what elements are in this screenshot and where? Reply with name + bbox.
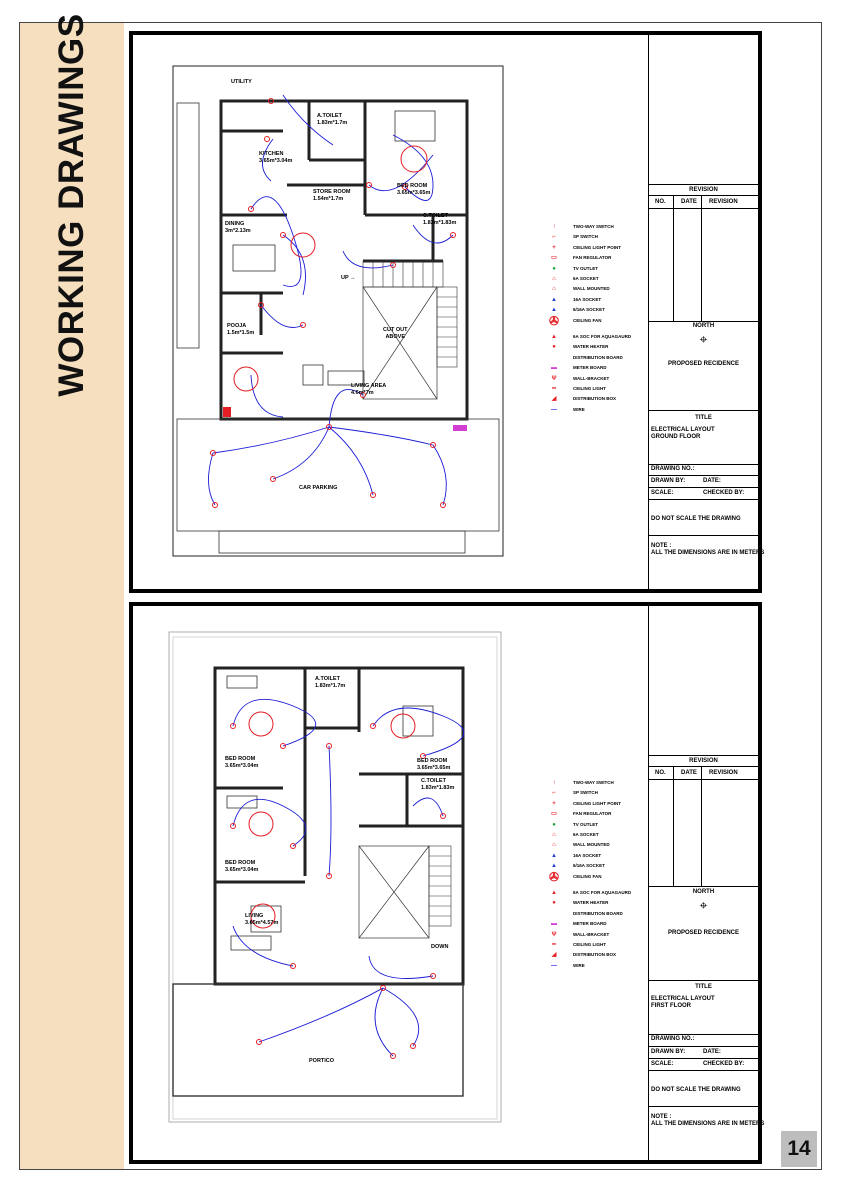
legend-label: WIRE <box>573 406 585 412</box>
ground-floor-sheet <box>129 31 765 593</box>
legend <box>539 779 639 979</box>
cut-out-label: CUT OUT ABOVE <box>383 327 408 340</box>
legend-row <box>539 364 639 374</box>
legend-row <box>539 254 639 264</box>
legend-row <box>539 962 639 972</box>
legend-row <box>539 869 639 884</box>
legend-label: TWO-WAY SWITCH <box>573 224 614 229</box>
meter-board-icon <box>453 425 467 431</box>
legend-label: 16A SOCKET <box>573 296 602 302</box>
stair-down-label: DOWN <box>431 944 449 950</box>
legend-row <box>539 385 639 395</box>
ceiling-fan-icon: ✇ <box>548 313 560 328</box>
wall-mounted-icon: ⌂ <box>552 842 556 849</box>
legend-row <box>539 821 639 831</box>
legend-label: CEILING LIGHT POINT <box>573 800 621 806</box>
drawing-title-line1: ELECTRICAL LAYOUT <box>651 427 715 433</box>
legend-label: DISTRIBUTION BOX <box>573 396 617 402</box>
wall-bracket-icon: Ψ <box>551 931 557 938</box>
meter-board-icon: ▬ <box>551 921 557 928</box>
6-16a-socket-icon: ▲ <box>551 863 557 870</box>
legend <box>539 223 639 423</box>
wire-icon: — <box>551 406 557 413</box>
distribution-box-icon: ◢ <box>551 396 557 403</box>
legend-row <box>539 920 639 930</box>
portico-area <box>173 984 463 1096</box>
page-number: 14 <box>781 1131 817 1167</box>
meter-board-icon: ▬ <box>551 365 557 372</box>
legend-label: CEILING LIGHT <box>573 942 606 947</box>
ceiling-light-point-icon: + <box>552 244 556 251</box>
car-parking-area <box>177 419 499 531</box>
legend-row <box>539 910 639 920</box>
legend-label: FAN REGULATOR <box>573 811 612 817</box>
legend-label: WATER HEATER <box>573 344 609 350</box>
room-c-toilet: C.TOILET 1.83m*1.83m <box>421 778 455 791</box>
col-no: NO. <box>655 770 666 776</box>
legend-label: 6/16A SOCKET <box>573 863 605 869</box>
legend-row <box>539 395 639 405</box>
legend-row <box>539 296 639 306</box>
note-heading: NOTE : <box>651 543 672 549</box>
legend-row <box>539 275 639 285</box>
legend-label: WIRE <box>573 962 585 968</box>
electrical-fixtures <box>231 712 449 1059</box>
legend-label: 6A SOCKET <box>573 276 599 281</box>
col-revision: REVISION <box>709 770 738 776</box>
ceiling-light-icon: ━ <box>552 942 556 948</box>
col-date: DATE <box>681 199 697 205</box>
legend-label: CEILING LIGHT POINT <box>573 244 621 250</box>
drawing-title-line2: GROUND FLOOR <box>651 434 701 440</box>
legend-label: FAN REGULATOR <box>573 255 612 261</box>
landscape-strip <box>177 103 199 348</box>
legend-label: TV OUTLET <box>573 265 598 271</box>
legend-row <box>539 343 639 353</box>
legend-row <box>539 223 639 233</box>
scale: SCALE: <box>651 490 674 496</box>
aquaguard-socket-icon: ▲ <box>551 334 557 340</box>
ceiling-fan-icon: ✇ <box>548 869 560 884</box>
project-name: PROPOSED RECIDENCE <box>667 930 739 936</box>
room-pooja: POOJA 1.5m*1.5m <box>227 323 255 336</box>
note-text: ALL THE DIMENSIONS ARE IN METERS <box>651 550 765 556</box>
legend-label: CEILING FAN <box>573 317 602 323</box>
legend-label: SP SWITCH <box>573 234 598 240</box>
ceiling-light-point-icon: + <box>552 800 556 807</box>
front-garden-strip <box>219 531 465 553</box>
checked-by: CHECKED BY: <box>703 1061 745 1067</box>
revision-heading: REVISION <box>689 758 718 764</box>
do-not-scale-note: DO NOT SCALE THE DRAWING <box>651 1087 741 1093</box>
ceiling-light-icon: ━ <box>552 386 556 392</box>
legend-row <box>539 285 639 295</box>
16a-socket-icon: ▲ <box>551 296 557 303</box>
room-c-toilet: C.TOILET 1.83m*1.83m <box>423 213 457 226</box>
legend-label: WALL-BRACKET <box>573 375 610 381</box>
room-store: STORE ROOM 1.54m*1.7m <box>313 189 351 202</box>
tv-outlet-icon: ● <box>552 265 556 272</box>
distribution-box-icon: ◢ <box>551 952 557 959</box>
legend-row <box>539 810 639 820</box>
two-way-switch-icon: ↑ <box>552 780 556 786</box>
legend-row <box>539 931 639 941</box>
legend-label: SP SWITCH <box>573 790 598 796</box>
fan-regulator-icon: ▭ <box>551 811 557 818</box>
room-kitchen: KITCHEN 3.65m*3.04m <box>259 151 293 164</box>
legend-row <box>539 789 639 799</box>
legend-row <box>539 899 639 909</box>
date: DATE: <box>703 478 721 484</box>
north-arrow-icon: ⌖ <box>699 331 708 347</box>
legend-label: 6A SOC FOR AQUAGAURD <box>573 890 632 895</box>
checked-by: CHECKED BY: <box>703 490 745 496</box>
6-16a-socket-icon: ▲ <box>551 307 557 314</box>
room-bedroom: BED ROOM 3.65m*3.65m <box>397 183 431 196</box>
legend-row <box>539 941 639 951</box>
legend-label: WALL MOUNTED <box>573 842 610 848</box>
room-utility: UTILITY <box>231 79 252 85</box>
legend-label: CEILING LIGHT <box>573 386 606 391</box>
room-portico: PORTICO <box>309 1058 335 1064</box>
north-label: NORTH <box>692 889 715 895</box>
legend-row <box>539 313 639 328</box>
north-arrow-icon: ⌖ <box>699 897 708 913</box>
stair-void <box>359 846 429 938</box>
title-block <box>648 606 765 1160</box>
furniture <box>227 676 433 950</box>
legend-row <box>539 354 639 364</box>
title-heading: TITLE <box>695 415 712 421</box>
room-dining: DINING 3m*2.13m <box>225 221 251 234</box>
legend-label: DISTRIBUTION BOX <box>573 952 617 958</box>
tv-outlet-icon: ● <box>552 821 556 828</box>
6a-socket-icon: ⌂ <box>552 276 556 282</box>
legend-row <box>539 841 639 851</box>
room-bedroom-2: BED ROOM 3.65m*3.65m <box>417 758 451 771</box>
drawing-title-line1: ELECTRICAL LAYOUT <box>651 996 715 1002</box>
legend-label: 16A SOCKET <box>573 852 602 858</box>
note-text: ALL THE DIMENSIONS ARE IN METERS <box>651 1121 765 1127</box>
wiring <box>208 95 453 505</box>
plot-boundary <box>173 637 497 1119</box>
side-title: WORKING DRAWINGS <box>52 13 91 397</box>
stair-up-label: UP → <box>341 275 356 281</box>
16a-socket-icon: ▲ <box>551 852 557 859</box>
north-label: NORTH <box>692 323 715 329</box>
wall-bracket-icon: Ψ <box>551 375 557 382</box>
legend-label: CEILING FAN <box>573 873 602 879</box>
drawing-no: DRAWING NO.: <box>651 1036 695 1042</box>
project-name: PROPOSED RECIDENCE <box>667 361 739 367</box>
legend-row <box>539 244 639 254</box>
col-revision: REVISION <box>709 199 738 205</box>
legend-label: TV OUTLET <box>573 821 598 827</box>
col-no: NO. <box>655 199 666 205</box>
wall-mounted-icon: ⌂ <box>552 286 556 293</box>
title-block <box>648 35 765 589</box>
room-car-parking: CAR PARKING <box>299 485 338 491</box>
legend-label: TWO-WAY SWITCH <box>573 780 614 785</box>
legend-row <box>539 779 639 789</box>
room-a-toilet: A.TOILET 1.83m*1.7m <box>317 113 348 126</box>
drawn-by: DRAWN BY: <box>651 1049 686 1055</box>
legend-row <box>539 265 639 275</box>
distribution-box-icon <box>223 407 231 417</box>
revision-heading: REVISION <box>689 187 718 193</box>
col-date: DATE <box>681 770 697 776</box>
scale: SCALE: <box>651 1061 674 1067</box>
room-living: LIVING AREA 4.6m*7m <box>351 383 387 396</box>
drawing-title-line2: FIRST FLOOR <box>651 1003 691 1009</box>
wire-icon: — <box>551 962 557 969</box>
drawing-no: DRAWING NO.: <box>651 466 695 472</box>
legend-row <box>539 406 639 416</box>
staircase <box>429 846 451 926</box>
legend-row <box>539 831 639 841</box>
note-heading: NOTE : <box>651 1114 672 1120</box>
legend-label: METER BOARD <box>573 365 607 371</box>
sp-switch-icon: ⌐ <box>552 790 556 797</box>
room-a-toilet: A.TOILET 1.83m*1.7m <box>315 676 346 689</box>
legend-row <box>539 889 639 899</box>
legend-label: METER BOARD <box>573 921 607 927</box>
legend-label: WALL MOUNTED <box>573 286 610 292</box>
legend-label: DISTRIBUTION BOARD <box>573 910 623 916</box>
6a-socket-icon: ⌂ <box>552 832 556 838</box>
room-bedroom-3: BED ROOM 3.65m*3.04m <box>225 860 259 873</box>
water-heater-icon: ● <box>552 344 556 351</box>
legend-label: WALL-BRACKET <box>573 931 610 937</box>
legend-label: WATER HEATER <box>573 900 609 906</box>
legend-row <box>539 852 639 862</box>
water-heater-icon: ● <box>552 900 556 907</box>
legend-row <box>539 375 639 385</box>
legend-label: 6A SOCKET <box>573 832 599 837</box>
drawn-by: DRAWN BY: <box>651 478 686 484</box>
sp-switch-icon: ⌐ <box>552 234 556 241</box>
legend-label: 6A SOC FOR AQUAGAURD <box>573 334 632 339</box>
do-not-scale-note: DO NOT SCALE THE DRAWING <box>651 516 741 522</box>
legend-label: 6/16A SOCKET <box>573 307 605 313</box>
aquaguard-socket-icon: ▲ <box>551 890 557 896</box>
legend-row <box>539 951 639 961</box>
legend-row <box>539 800 639 810</box>
staircase <box>363 261 457 367</box>
room-living: LIVING 3.65m*4.57m <box>245 913 279 926</box>
room-bedroom-1: BED ROOM 3.65m*3.04m <box>225 756 259 769</box>
legend-row <box>539 233 639 243</box>
first-floor-sheet <box>129 602 765 1164</box>
fan-regulator-icon: ▭ <box>551 255 557 262</box>
two-way-switch-icon: ↑ <box>552 224 556 230</box>
legend-label: DISTRIBUTION BOARD <box>573 354 623 360</box>
date: DATE: <box>703 1049 721 1055</box>
legend-row <box>539 333 639 343</box>
title-heading: TITLE <box>695 984 712 990</box>
